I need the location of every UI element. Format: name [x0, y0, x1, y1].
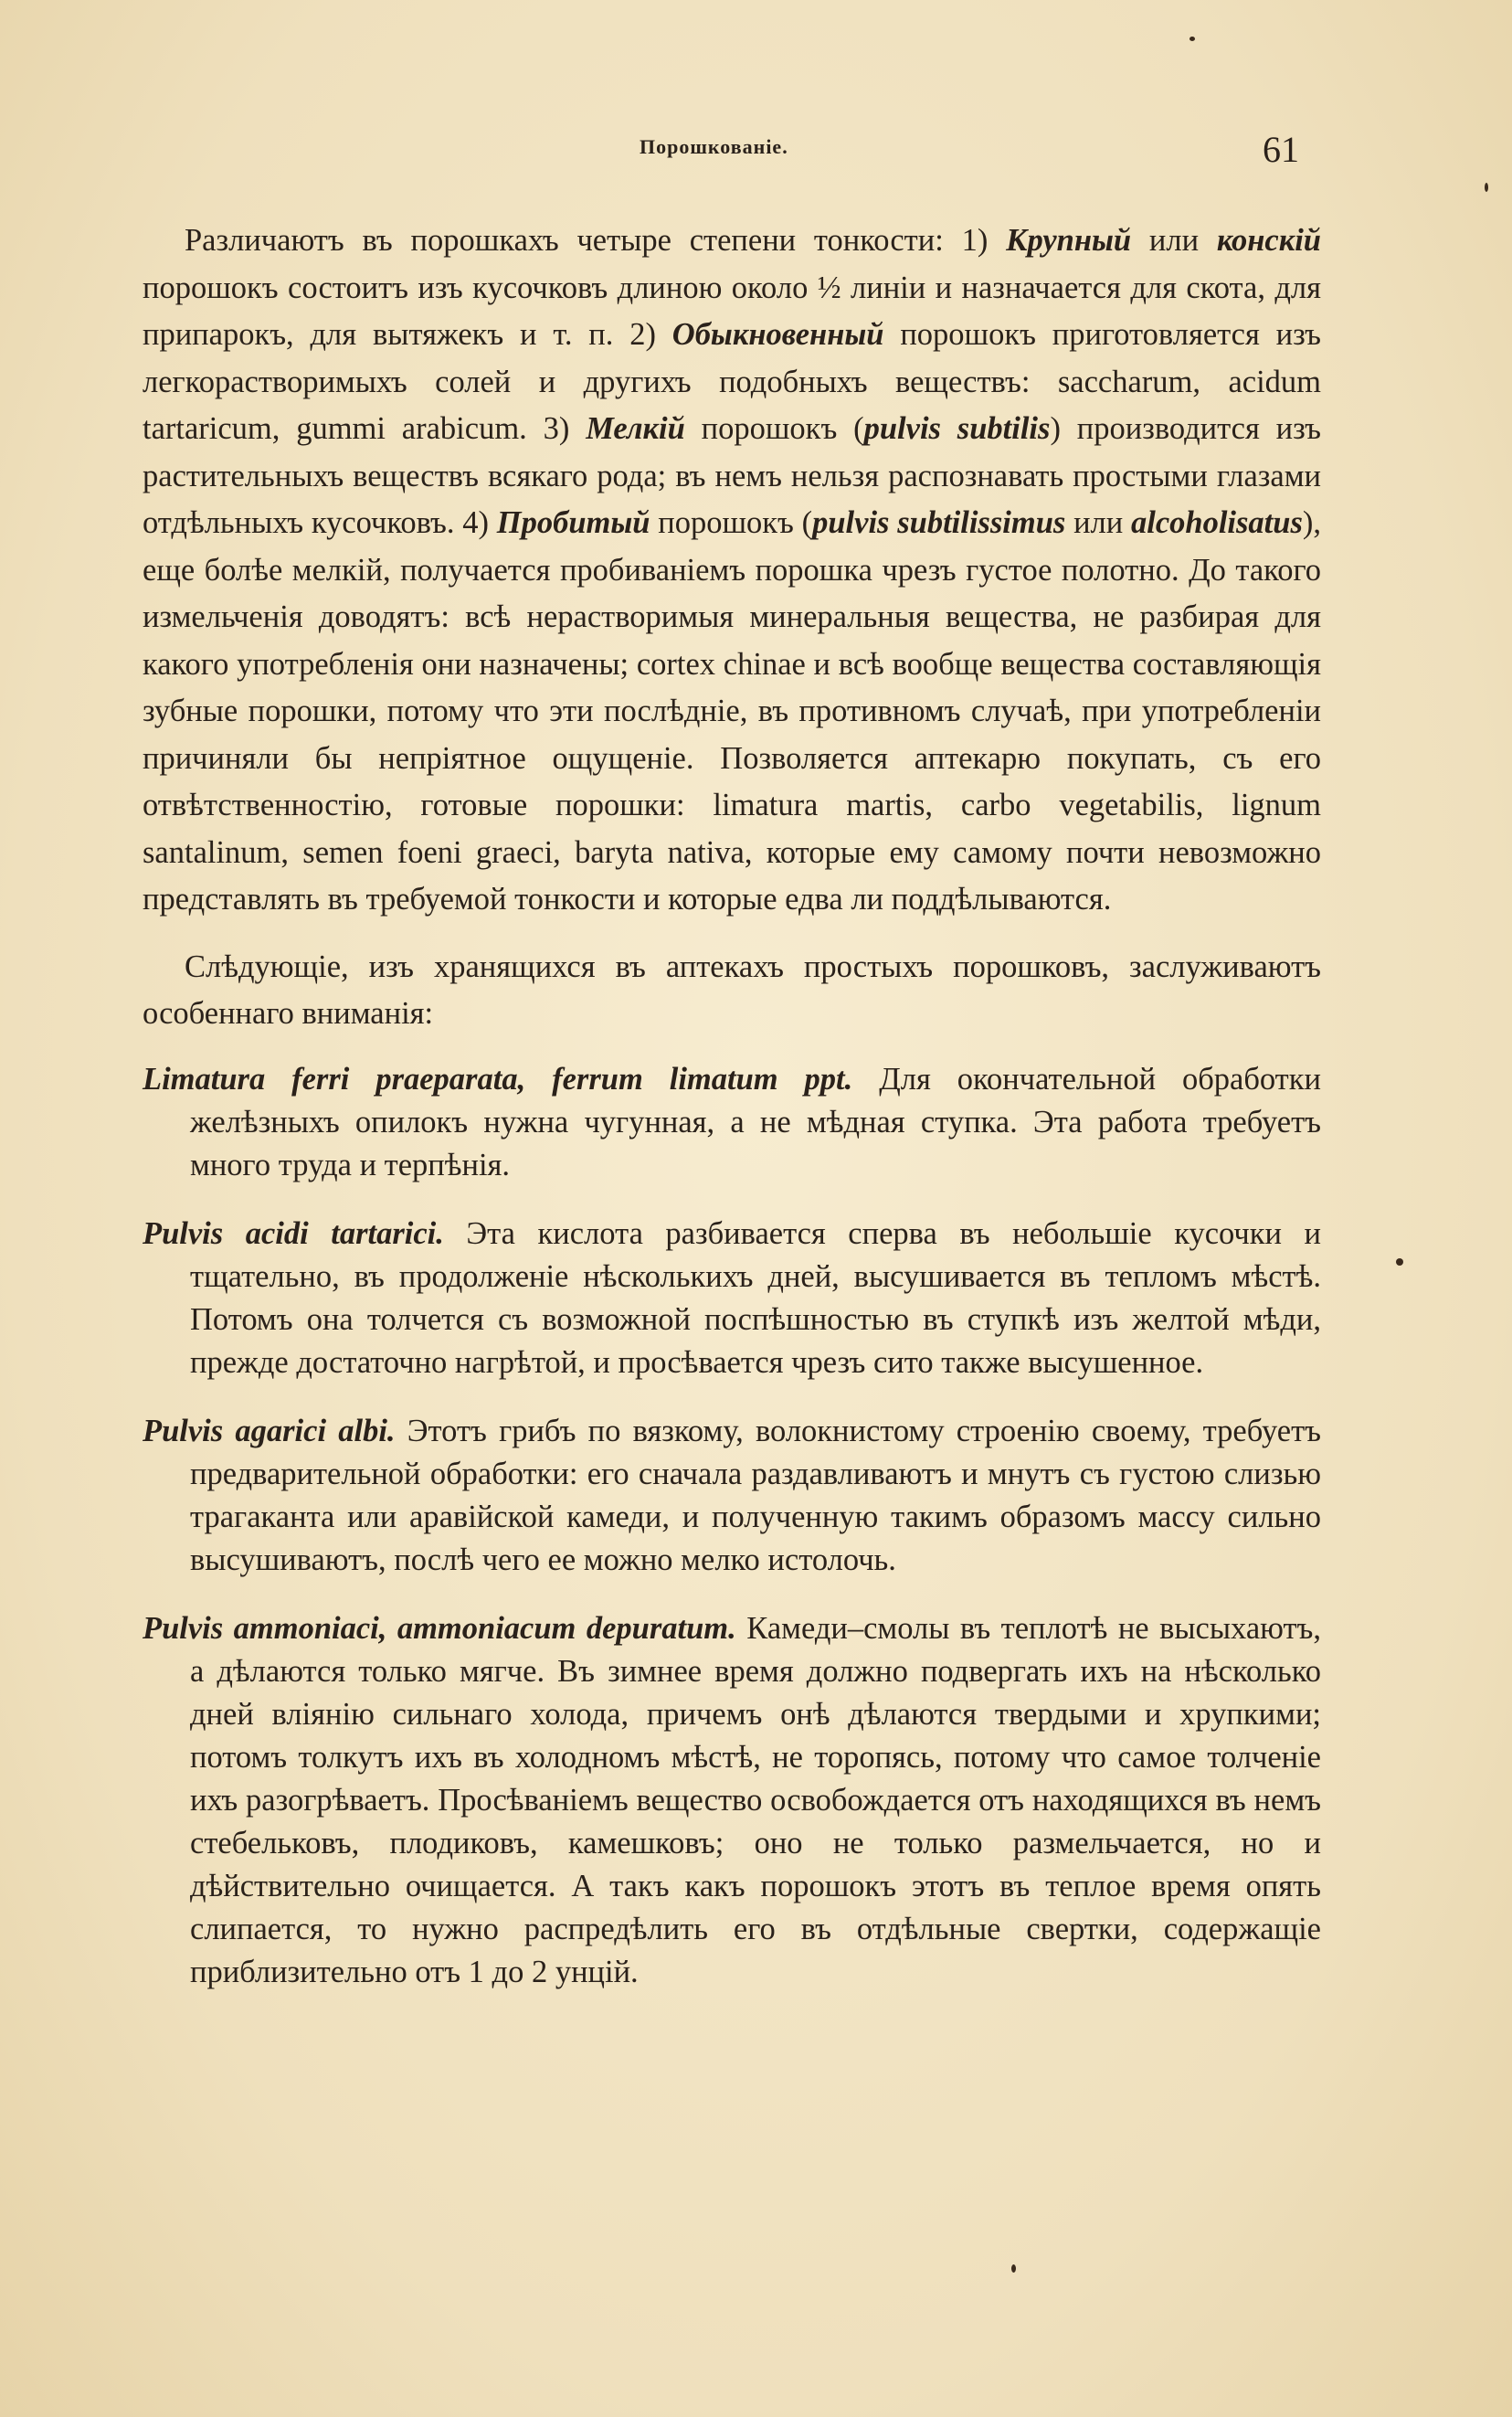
print-speck: [1190, 37, 1195, 41]
term-pulvis-subtilis: pulvis subtilis: [863, 411, 1051, 446]
term-ordinary: Обыкновенный: [671, 317, 884, 352]
entry-limatura-ferri: [143, 1058, 1321, 1187]
term-sifted: Пробитый: [496, 505, 650, 540]
term-pulvis-subtilissimus: pulvis subtilissimus: [812, 505, 1066, 540]
entry-text: Камеди–смолы въ теплотѣ не высыхаютъ, а дѣлаются только мягче. Въ зимнее время должно подвергать ихъ на нѣсколько дней вліянію сильнаго холода, причемъ онѣ дѣлаются твердыми и хрупкими; потомъ толкутъ ихъ въ холодномъ мѣстѣ, не торопясь, потому что самое толченіе ихъ разогрѣваетъ. Просѣваніемъ вещество освобождается отъ находящихся въ немъ стебельковъ, плодиковъ, камешковъ; оно не только размельчается, но и дѣйствительно очищается. А такъ какъ порошокъ этотъ въ теплое время опять слипается, то нужно распредѣлить его въ отдѣльные свертки, содержащіе приблизительно отъ 1 до 2 унцій.: [190, 1610, 1322, 1989]
spacer: [143, 1187, 1321, 1213]
text-run: порошокъ (: [684, 411, 864, 446]
text-run: порошокъ (: [650, 505, 813, 540]
page-body: [143, 217, 1321, 1994]
spacer: [143, 1582, 1321, 1607]
term-horse: конскій: [1216, 223, 1321, 258]
term-coarse: Крупный: [1006, 223, 1132, 258]
entry-term: Limatura ferri praeparata, ferrum limatum ppt.: [143, 1061, 853, 1097]
entry-term: Pulvis agarici albi.: [143, 1413, 396, 1448]
spacer: [143, 1384, 1321, 1410]
print-speck: [1396, 1258, 1403, 1266]
print-speck: [1011, 2264, 1016, 2273]
text-run: ), еще болѣе мелкій, получается пробиваніемъ порошка чрезъ густое полотно. До такого измельченія доводятъ: всѣ нерастворимыя минеральныя вещества, не разбирая для какого употребленія они назначены; cortex chinae и всѣ вообще вещества составляющія зубные порошки, потому что эти послѣдніе, въ противномъ случаѣ, при употребленіи причиняли бы непріятное ощущеніе. Позволяется аптекарю покупать, съ его отвѣтственностію, готовые порошки: limatura martis, carbo vegetabilis, lignum santalinum, semen foeni graeci, baryta nativa, которые ему самому почти невозможно представлять въ требуемой тонкости и которые едва ли поддѣлываются.: [143, 505, 1321, 917]
text-run: порошокъ состоитъ изъ кусочковъ длиною около: [143, 270, 818, 305]
text-run: линіи и назначается для скота, для припарокъ, для вытяжекъ и т. п. 2): [143, 270, 1321, 352]
spacer: [143, 924, 1321, 944]
entry-agarici-albi: [143, 1410, 1321, 1582]
text-run: или: [1131, 223, 1217, 258]
entry-term: Pulvis ammoniaci, ammoniacum depuratum.: [143, 1610, 736, 1646]
entry-term: Pulvis acidi tartarici.: [143, 1215, 444, 1251]
entry-acidi-tartarici: [143, 1213, 1321, 1384]
paragraph-powder-grades: [143, 217, 1321, 924]
entry-ammoniaci: [143, 1607, 1321, 1994]
fraction-half: ½: [817, 270, 841, 305]
page-number: 61: [1263, 129, 1299, 170]
entry-text: Эта кислота разбивается сперва въ небольшіе кусочки и тщательно, въ продолженіе нѣсколькихъ дней, высушивается въ тепломъ мѣстѣ. Потомъ она толчется съ возможной поспѣшностью въ ступкѣ изъ желтой мѣди, прежде достаточно нагрѣтой, и просѣвается чрезъ сито также высушенное.: [190, 1215, 1321, 1380]
text-run: или: [1065, 505, 1131, 540]
text-run: порошокъ приготовляется изъ легкорастворимыхъ солей и другихъ подобныхъ веществъ: saccharum, acidum tartaricum, gummi arabicum. 3): [143, 317, 1321, 446]
spacer: [143, 1038, 1321, 1058]
text-run: ) производится изъ растительныхъ веществъ всякаго рода; въ немъ нельзя распознавать простыми глазами отдѣльныхъ кусочковъ. 4): [143, 411, 1322, 540]
running-title: Порошкованіе.: [640, 135, 788, 158]
term-fine: Мелкій: [586, 411, 685, 446]
text-run: Различаютъ въ порошкахъ четыре степени тонкости: 1): [185, 223, 1007, 258]
entry-text: Для окончательной обработки желѣзныхъ опилокъ нужна чугунная, а не мѣдная ступка. Эта работа требуетъ много труда и терпѣнія.: [190, 1061, 1321, 1182]
term-alcoholisatus: alcoholisatus: [1130, 505, 1303, 540]
paragraph-intro: Слѣдующіе, изъ хранящихся въ аптекахъ простыхъ порошковъ, заслуживаютъ особеннаго вниманія:: [143, 949, 1321, 1031]
print-speck: [1485, 183, 1488, 192]
entry-text: Этотъ грибъ по вязкому, волокнистому строенію своему, требуетъ предварительной обработки: его сначала раздавливаютъ и мнутъ съ густою слизью трагаканта или аравійской камеди, и полученную такимъ образомъ массу сильно высушиваютъ, послѣ чего ее можно мелко истолочь.: [190, 1413, 1321, 1577]
